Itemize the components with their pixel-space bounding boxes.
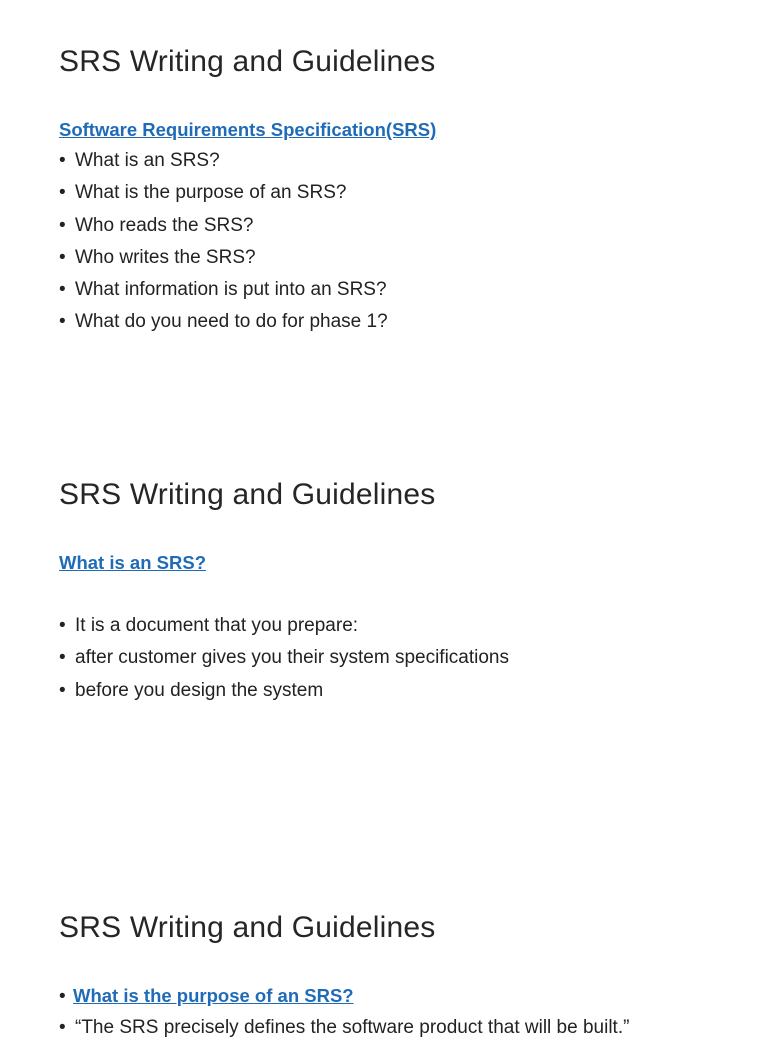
- slide-title: SRS Writing and Guidelines: [59, 478, 436, 511]
- slide-2: [59, 477, 748, 707]
- list-item-text: Who reads the SRS?: [75, 214, 254, 236]
- subtitle-link[interactable]: Software Requirements Specification(SRS): [59, 119, 437, 140]
- list-item-text: It is a document that you prepare:: [75, 615, 359, 636]
- list-item: [59, 177, 748, 209]
- bullet-glyph: •: [59, 311, 66, 333]
- subtitle-link[interactable]: What is an SRS?: [59, 552, 206, 573]
- list-item: [59, 242, 748, 274]
- list-item-text: before you design the system: [75, 679, 324, 701]
- list-item-text: “The SRS precisely defines the software product that will be built.”: [75, 1017, 630, 1038]
- subtitle-link[interactable]: What is the purpose of an SRS?: [73, 985, 354, 1006]
- bullet-list: [59, 610, 748, 707]
- list-item: [59, 145, 748, 177]
- list-item-text: What information is put into an SRS?: [75, 279, 387, 301]
- bullet-list: [59, 1012, 748, 1044]
- bullet-glyph: •: [59, 246, 66, 268]
- list-item: [59, 1012, 748, 1044]
- list-item: [59, 675, 748, 707]
- list-item: [59, 210, 748, 242]
- bullet-glyph: •: [59, 615, 66, 636]
- list-item-text: What is an SRS?: [75, 150, 220, 171]
- list-item: [59, 610, 748, 642]
- bullet-glyph: •: [59, 647, 66, 669]
- bullet-list: [59, 145, 748, 339]
- list-item-text: Who writes the SRS?: [75, 246, 256, 268]
- bullet-glyph: •: [59, 1017, 66, 1038]
- bullet-glyph: •: [59, 986, 66, 1007]
- slide-title: SRS Writing and Guidelines: [59, 45, 436, 78]
- list-item: [59, 306, 748, 338]
- list-item-text: after customer gives you their system specifications: [75, 647, 510, 669]
- list-item: [59, 274, 748, 306]
- bullet-glyph: •: [59, 679, 66, 701]
- list-item: [59, 642, 748, 674]
- bullet-glyph: •: [59, 150, 66, 171]
- bullet-glyph: •: [59, 182, 66, 204]
- bullet-glyph: •: [59, 279, 66, 301]
- list-item-text: What is the purpose of an SRS?: [75, 182, 347, 204]
- bullet-glyph: •: [59, 214, 66, 236]
- slide-title: SRS Writing and Guidelines: [59, 911, 436, 944]
- list-item-text: What do you need to do for phase 1?: [75, 311, 388, 333]
- slide-1: [59, 44, 748, 339]
